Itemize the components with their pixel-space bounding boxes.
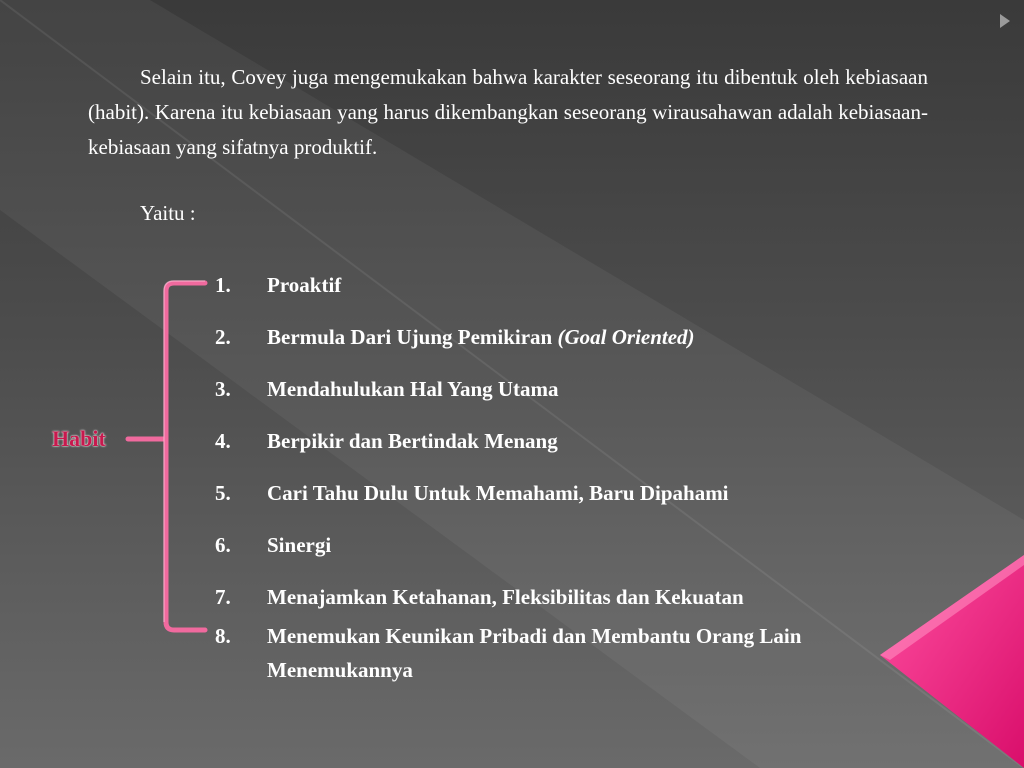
habit-text: Bermula Dari Ujung Pemikiran	[267, 325, 558, 349]
habit-text: Sinergi	[267, 533, 332, 557]
habit-number: 8.	[215, 624, 231, 648]
habit-item-8	[215, 619, 927, 687]
habit-emphasis: (Goal Oriented)	[557, 325, 695, 349]
habit-item-5	[215, 476, 935, 510]
habit-text: Menemukan Keunikan Pribadi dan Membantu Orang Lain Menemukannya	[267, 624, 802, 682]
yaitu-label: Yaitu :	[140, 201, 196, 225]
habit-item-7	[215, 580, 935, 614]
habit-item-6	[215, 528, 935, 562]
habit-text: Cari Tahu Dulu Untuk Memahami, Baru Dipahami	[267, 481, 729, 505]
habit-text: Mendahulukan Hal Yang Utama	[267, 377, 559, 401]
habit-list	[215, 266, 935, 687]
habit-number: 3.	[215, 377, 231, 401]
habit-number: 4.	[215, 429, 231, 453]
habit-item-1	[215, 268, 935, 302]
habit-item-2	[215, 320, 935, 354]
habit-number: 5.	[215, 481, 231, 505]
habit-number: 1.	[215, 273, 231, 297]
habit-text: Proaktif	[267, 273, 342, 297]
habit-label: Habit	[52, 426, 106, 451]
habit-item-3	[215, 372, 935, 406]
intro-paragraph: Selain itu, Covey juga mengemukakan bahwa karakter seseorang itu dibentuk oleh kebiasaan (habit). Karena itu kebiasaan yang harus dikembangkan seseorang wirausahawan adalah kebiasaan-kebiasaan yang sifatnya produktif.	[88, 65, 928, 159]
habit-item-4	[215, 424, 935, 458]
bracket-shape	[166, 283, 205, 630]
habit-number: 6.	[215, 533, 231, 557]
habit-number: 7.	[215, 585, 231, 609]
habit-number: 2.	[215, 325, 231, 349]
habit-text: Menajamkan Ketahanan, Fleksibilitas dan Kekuatan	[267, 585, 744, 609]
habit-text: Berpikir dan Bertindak Menang	[267, 429, 558, 453]
